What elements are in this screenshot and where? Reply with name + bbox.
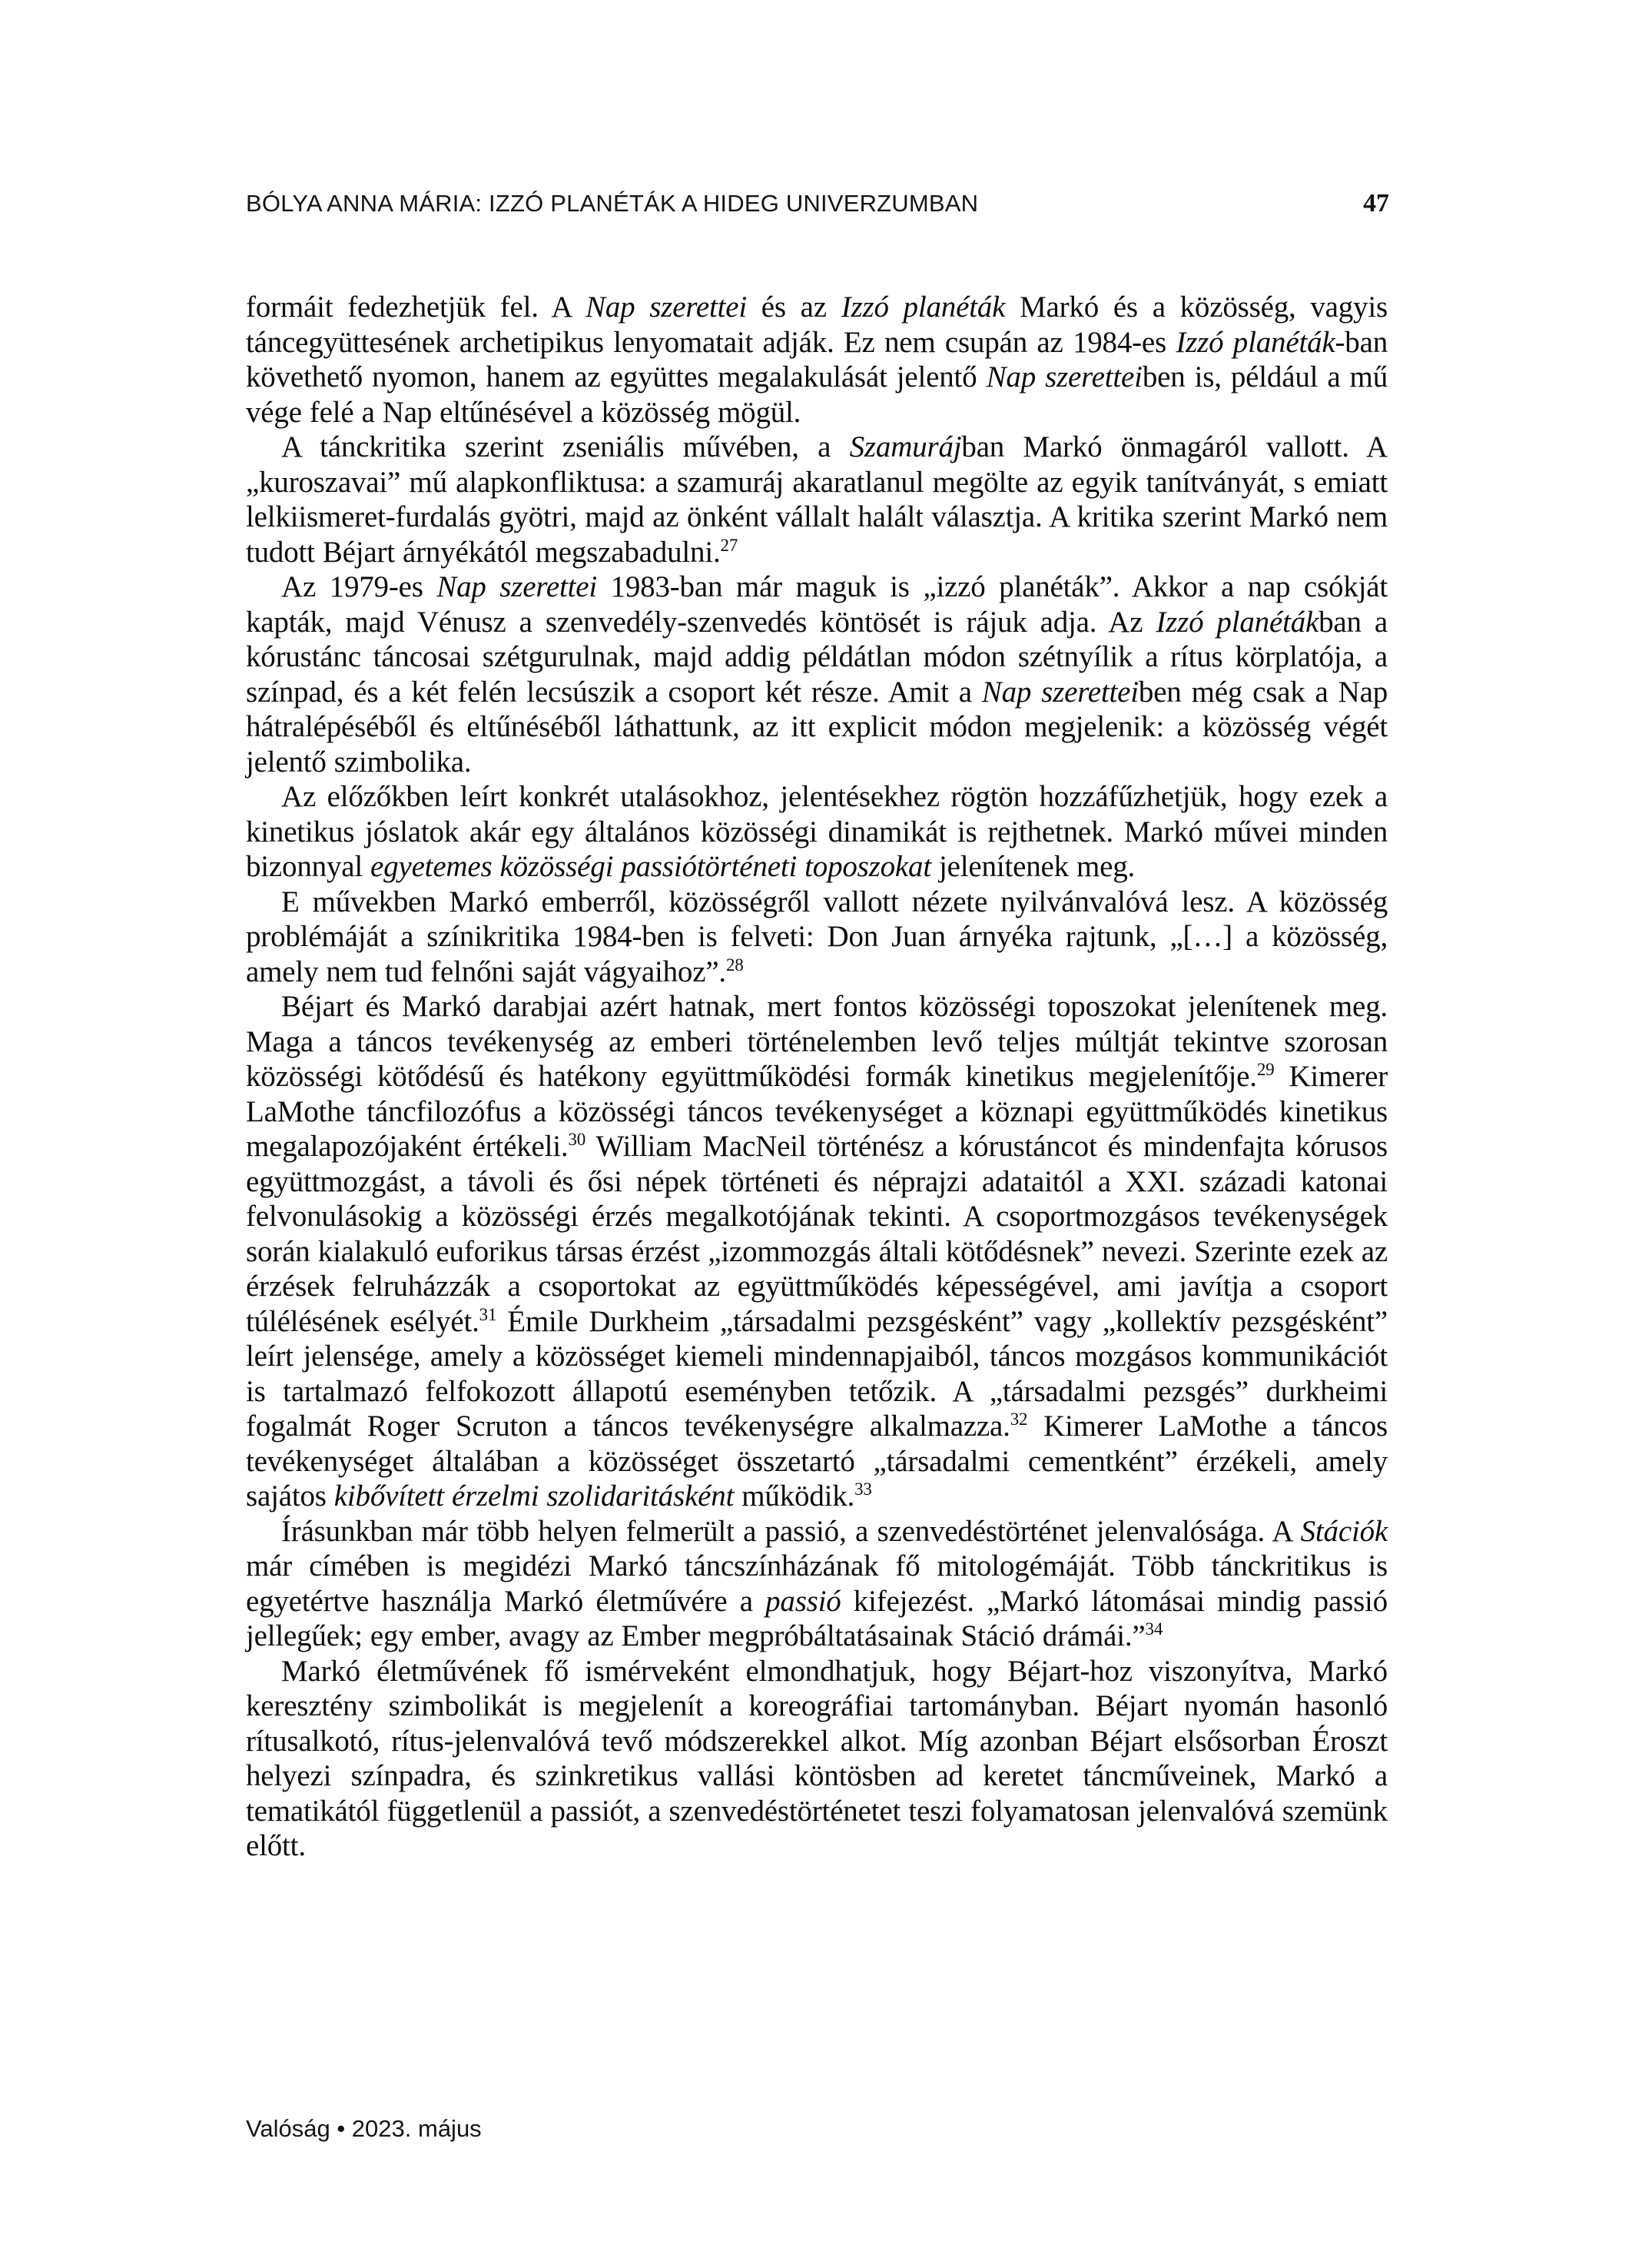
paragraph	[246, 989, 1388, 1514]
paragraph	[246, 885, 1388, 990]
text-run: Markó és a közösség, vagyis táncegyüttesének archetipikus lenyomatait adják. Ez nem csupán az 1984-es	[246, 291, 1388, 359]
text-run: ban Markó önmagáról vallott. A „kuroszavai” mű alapkonfliktusa: a szamuráj akaratlanul megölte az egyik tanítványát, s emiatt lelkiismeret-furdalás gyötri, majd az önként vállalt halált választja. A kritika szerint Markó nem tudott Béjart árnyékától megszabadulni.	[246, 430, 1388, 569]
text-run: működik.	[734, 1479, 855, 1513]
footnote-reference: 27	[720, 535, 738, 555]
paragraph	[246, 569, 1388, 779]
journal-issue-label: Valóság • 2023. május	[246, 2115, 482, 2142]
text-run: -ban követhető nyomon, hanem az együttes megalakulását jelentő	[246, 325, 1388, 393]
paragraph	[246, 1514, 1388, 1654]
work-title-italic: Izzó planéták	[841, 291, 1006, 324]
article-body	[246, 290, 1388, 1864]
footnote-reference: 31	[479, 1304, 497, 1324]
paragraph	[246, 779, 1388, 885]
text-run: Béjart és Markó darabjai azért hatnak, mert fontos közösségi toposzokat jelenítenek meg. Maga a táncos tevékenység az emberi történelemben levő teljes múltját tekintve szorosan közösségi kötődésű és hatékony együttműködési formák kinetikus megjelenítője.	[246, 990, 1388, 1093]
paragraph	[246, 290, 1388, 430]
text-run: A tánckritika szerint zseniális művében, a	[281, 430, 850, 463]
paragraph	[246, 1654, 1388, 1864]
text-run: jelenítenek meg.	[930, 850, 1136, 883]
paragraph	[246, 430, 1388, 569]
work-title-italic: Izzó planéták	[1156, 605, 1319, 639]
running-title: BÓLYA ANNA MÁRIA: IZZÓ PLANÉTÁK A HIDEG UNIVERZUMBAN	[246, 190, 979, 217]
work-title-italic: Szamuráj	[849, 430, 962, 463]
text-run: 1983-ban már maguk is „izzó planéták”. Akkor a nap csókját kapták, majd Vénusz a szenvedély-szenvedés köntösét is rájuk adja. Az	[246, 570, 1388, 639]
text-run: E művekben Markó emberről, közösségről vallott nézete nyilvánvalóvá lesz. A közösség problémáját a színikritika 1984-ben is felveti: Don Juan árnyéka rajtunk, „[…] a közösség, amely nem tud felnőni saját vágyaihoz”.	[246, 885, 1388, 988]
text-run: kifejezést. „Markó látomásai mindig passió jellegűek; egy ember, avagy az Ember megpróbáltatásainak Stáció drámái.”	[246, 1584, 1388, 1652]
work-title-italic: Stációk	[1300, 1514, 1388, 1548]
running-header	[246, 189, 1389, 218]
text-run: ban a kórustánc táncosai szétgurulnak, majd addig példátlan módon szétnyílik a rítus körplatója, a színpad, és a két felén lecsúszik a csoport két része. Amit a	[246, 605, 1388, 709]
footnote-reference: 29	[1256, 1060, 1275, 1079]
text-run: William MacNeil történész a kórustáncot és mindenfajta kórusos együttmozgást, a távoli és ősi népek történeti és néprajzi adataitól a XXI. századi katonai felvonulásokig a közösségi érzés megalkotójának tekinti. A csoportmozgásos tevékenységek során kialakuló euforikus társas érzést „izommozgás általi kötődésnek” nevezi. Szerinte ezek az érzések felruházzák a csoportokat az együttműködés képességével, ami javítja a csoport túlélésének esélyét.	[246, 1130, 1388, 1338]
work-title-italic: egyetemes közösségi passiótörténeti toposzokat	[370, 850, 931, 883]
text-run: Kimerer LaMothe táncfilozófus a közösségi táncos tevékenységet a köznapi együttműködés kinetikus megalapozójaként értékeli.	[246, 1060, 1388, 1163]
work-title-italic: passió	[765, 1584, 841, 1618]
page-number: 47	[1363, 189, 1389, 218]
work-title-italic: Nap szerettei	[981, 675, 1139, 709]
text-run: Az előzőkben leírt konkrét utalásokhoz, jelentésekhez rögtön hozzáfűzhetjük, hogy ezek a kinetikus jóslatok akár egy általános közösségi dinamikát is rejthetnek. Markó művei minden bizonnyal	[246, 780, 1388, 883]
work-title-italic: Nap szerettei	[585, 291, 747, 324]
work-title-italic: kibővített érzelmi szolidaritásként	[333, 1479, 735, 1513]
text-run: Markó életművének fő ismérveként elmondhatjuk, hogy Béjart-hoz viszonyítva, Markó keresztény szimbolikát is megjelenít a koreográfiai tartományban. Béjart nyomán hasonló rítusalkotó, rítus-jelenvalóvá tevő módszerekkel alkot. Míg azonban Béjart elsősorban Éroszt helyezi színpadra, és szinkretikus vallási köntösben ad keretet táncműveinek, Markó a tematikától függetlenül a passiót, a szenvedéstörténetet teszi folyamatosan jelenvalóvá szemünk előtt.	[246, 1654, 1388, 1862]
work-title-italic: Nap szerettei	[436, 570, 597, 603]
work-title-italic: Izzó planéták	[1176, 325, 1335, 359]
footnote-reference: 34	[1145, 1619, 1163, 1639]
footnote-reference: 33	[854, 1479, 872, 1499]
text-run: Kimerer LaMothe a táncos tevékenységet általában a közösséget összetartó „társadalmi cementként” érzékeli, amely sajátos	[246, 1410, 1388, 1513]
text-run: formáit fedezhetjük fel. A	[246, 291, 586, 324]
text-run: Írásunkban már több helyen felmerült a passió, a szenvedéstörténet jelenvalósága. A	[281, 1514, 1301, 1548]
footnote-reference: 28	[725, 955, 744, 975]
text-run: már címében is megidézi Markó táncszínházának fő mitologémáját. Több tánckritikus is egyetértve használja Markó életművére a	[246, 1549, 1388, 1618]
text-run: Az 1979-es	[281, 570, 437, 603]
text-run: ben is, például a mű vége felé a Nap eltűnésével a közösség mögül.	[246, 360, 1388, 429]
text-run: ben még csak a Nap hátralépéséből és eltűnéséből láthattunk, az itt explicit módon megjelenik: a közösség végét jelentő szimbolika.	[246, 675, 1388, 779]
page-footer	[246, 2115, 482, 2143]
text-run: és az	[746, 291, 841, 324]
footnote-reference: 30	[568, 1130, 586, 1149]
work-title-italic: Nap szerettei	[986, 360, 1143, 393]
text-run: Émile Durkheim „társadalmi pezsgésként” vagy „kollektív pezsgésként” leírt jelensége, amely a közösséget kiemeli mindennapjaiból, táncos mozgásos kommunikációt is tartalmazó felfokozott állapotú eseményben tetőzik. A „társadalmi pezsgés” durkheimi fogalmát Roger Scruton a táncos tevékenységre alkalmazza.	[246, 1304, 1388, 1443]
footnote-reference: 32	[1010, 1410, 1028, 1429]
